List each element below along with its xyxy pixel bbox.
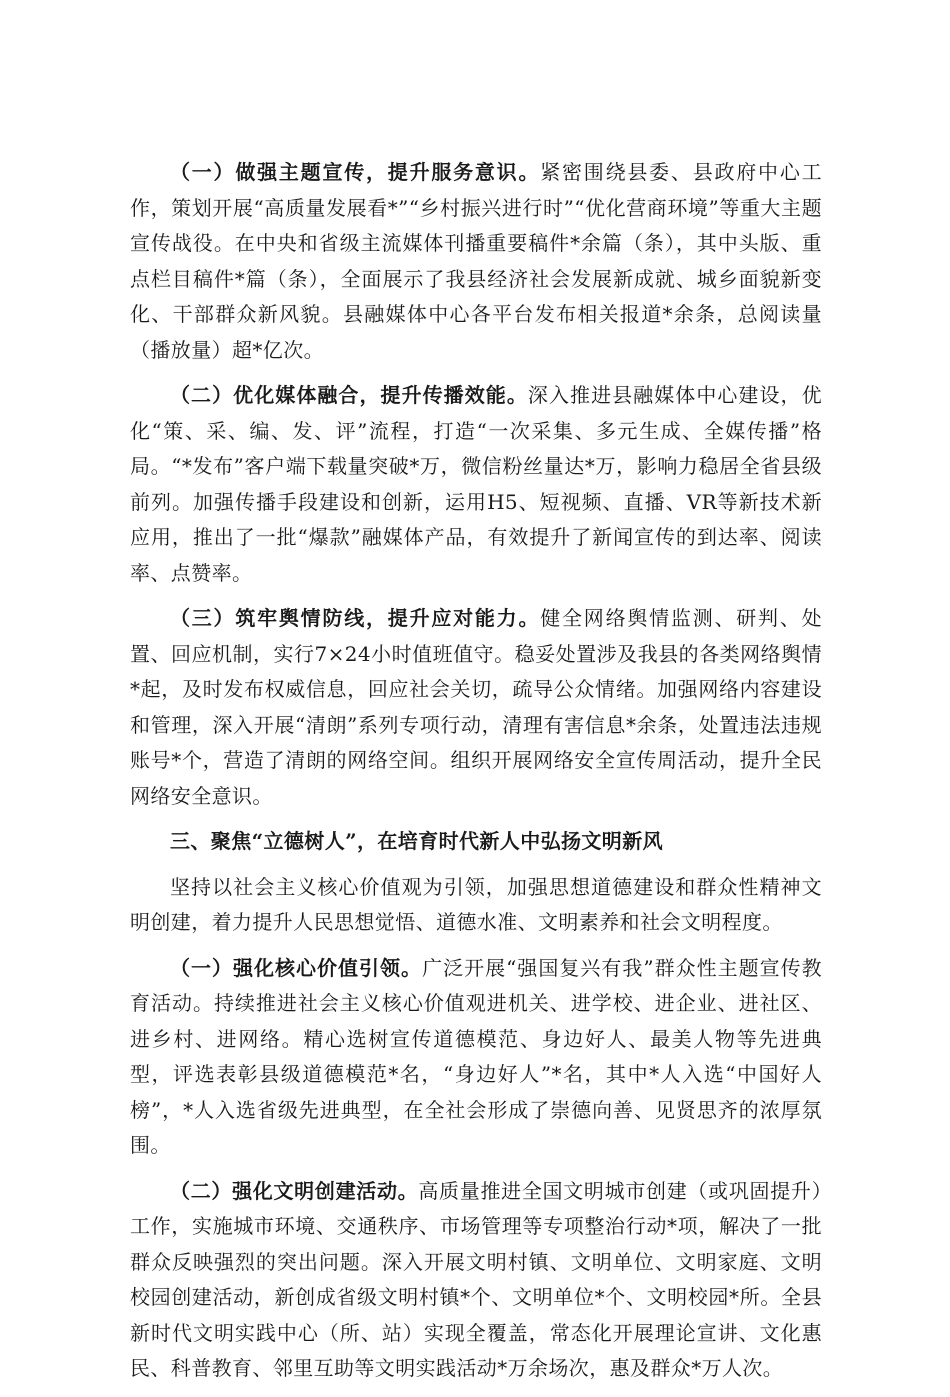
paragraph-text: 高质量推进全国文明城市创建（或巩固提升）工作，实施城市环境、交通秩序、市场管理等专项整治行动*项，解决了一批群众反映强烈的突出问题。深入开展文明村镇、文明单位、文明家庭、文明校园创建活动，新创成省级文明村镇*个、文明单位*个、文明校园*所。全县新时代文明实践中心（所、站）实现全覆盖，常态化开展理论宣讲、文化惠民、科普教育、邻里互助等文明实践活动*万余场次，惠及群众*万人次。 bbox=[130, 1178, 822, 1380]
paragraph-lead: （一）做强主题宣传，提升服务意识。 bbox=[170, 160, 541, 184]
paragraph-text: 深入推进县融媒体中心建设，优化“策、采、编、发、评”流程，打造“一次采集、多元生成、全媒传播”格局。“*发布”客户端下载量突破*万，微信粉丝量达*万，影响力稳居全省县级前列。加强传播手段建设和创新，运用H5、短视频、直播、VR等新技术新应用，推出了一批“爆款”融媒体产品，有效提升了新闻宣传的到达率、阅读率、点赞率。 bbox=[130, 383, 822, 585]
paragraph-media-fusion bbox=[130, 378, 822, 591]
paragraph-public-opinion bbox=[130, 601, 822, 814]
paragraph-core-values bbox=[130, 951, 822, 1164]
section-heading: 三、聚焦“立德树人”，在培育时代新人中弘扬文明新风 bbox=[170, 829, 664, 853]
paragraph-text: 健全网络舆情监测、研判、处置、回应机制，实行7×24小时值班值守。稳妥处置涉及我县的各类网络舆情*起，及时发布权威信息，回应社会关切，疏导公众情绪。加强网络内容建设和管理，深入开展“清朗”系列专项行动，清理有害信息*余条，处置违法违规账号*个，营造了清朗的网络空间。组织开展网络安全宣传周活动，提升全民网络安全意识。 bbox=[130, 606, 822, 808]
section-intro: 坚持以社会主义核心价值观为引领，加强思想道德建设和群众性精神文明创建，着力提升人民思想觉悟、道德水准、文明素养和社会文明程度。 bbox=[130, 874, 822, 934]
paragraph-lead: （二）强化文明创建活动。 bbox=[170, 1178, 419, 1203]
paragraph-civilization-creation bbox=[130, 1174, 822, 1387]
paragraph-text: 紧密围绕县委、县政府中心工作，策划开展“高质量发展看*”“乡村振兴进行时”“优化营商环境”等重大主题宣传战役。在中央和省级主流媒体刊播重要稿件*余篇（条），其中头版、重点栏目稿件*篇（条），全面展示了我县经济社会发展新成就、城乡面貌新变化、干部群众新风貌。县融媒体中心各平台发布相关报道*余条，总阅读量（播放量）超*亿次。 bbox=[130, 160, 822, 362]
paragraph-lead: （一）强化核心价值引领。 bbox=[170, 955, 423, 980]
paragraph-lead: （二）优化媒体融合，提升传播效能。 bbox=[170, 383, 528, 407]
paragraph-text: 广泛开展“强国复兴有我”群众性主题宣传教育活动。持续推进社会主义核心价值观进机关、进学校、进企业、进社区、进乡村、进网络。精心选树宣传道德模范、身边好人、最美人物等先进典型，评选表彰县级道德模范*名，“身边好人”*名，其中*人入选“中国好人榜”，*人入选省级先进典型，在全社会形成了崇德向善、见贤思齐的浓厚氛围。 bbox=[130, 955, 822, 1157]
paragraph-lead: （三）筑牢舆情防线，提升应对能力。 bbox=[170, 606, 541, 630]
document-body bbox=[130, 155, 822, 1397]
paragraph-theme-publicity bbox=[130, 155, 822, 368]
